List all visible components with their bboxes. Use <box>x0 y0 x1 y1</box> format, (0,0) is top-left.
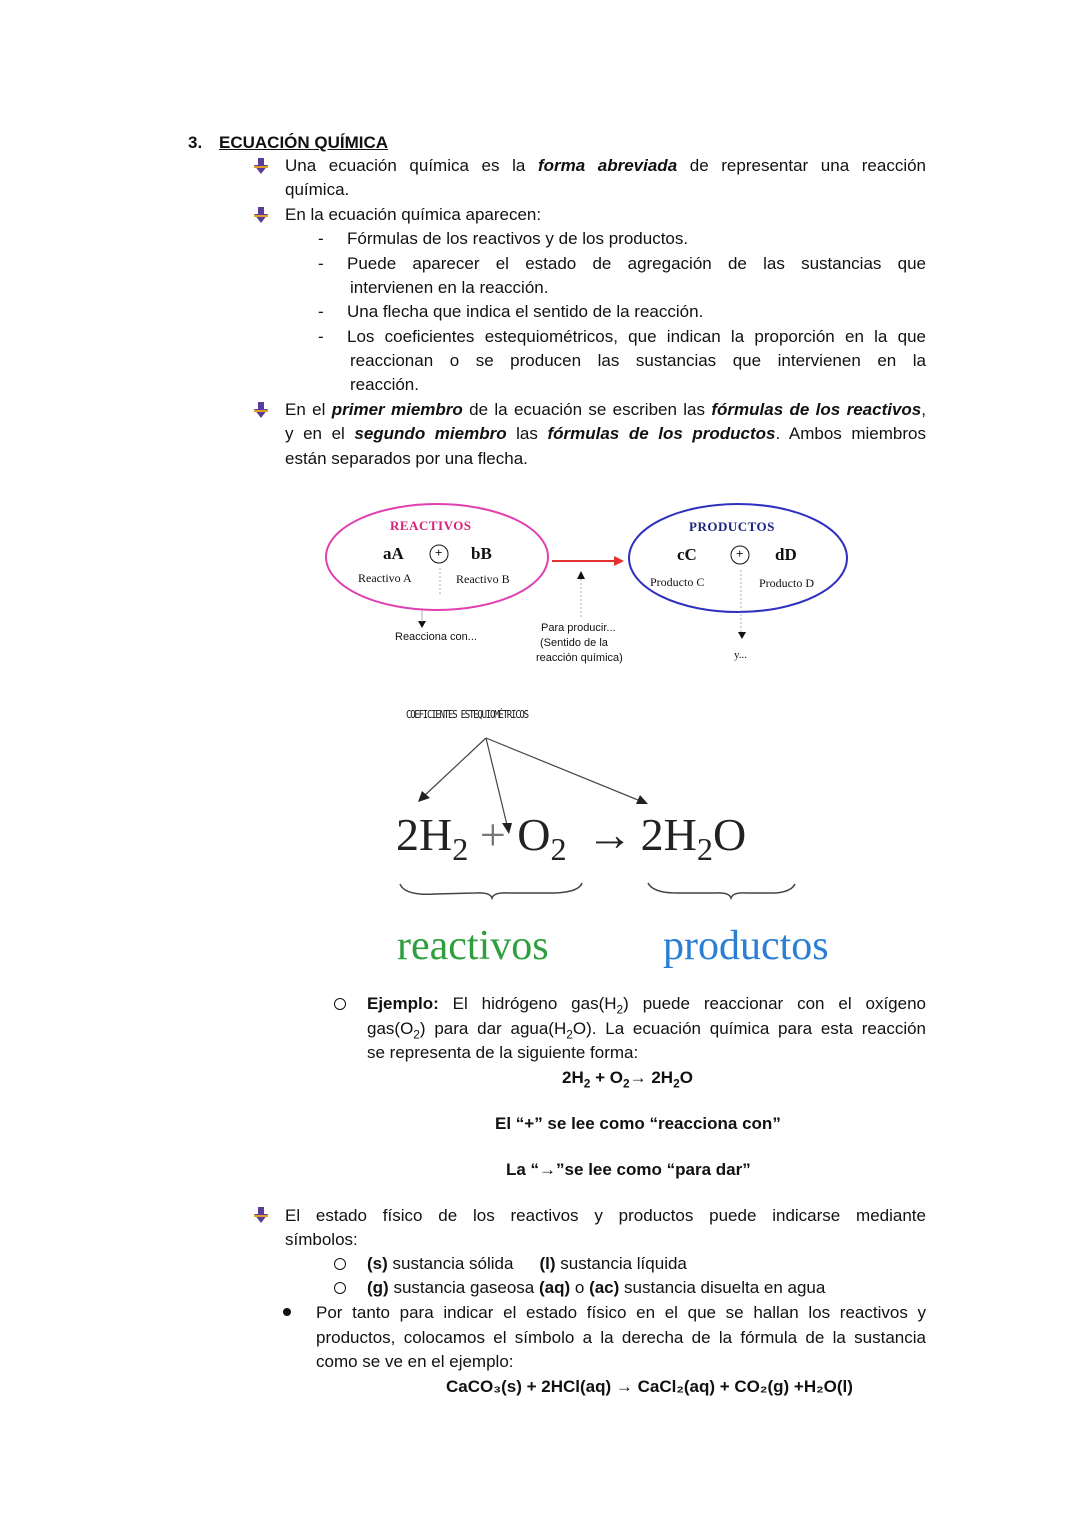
dash: - <box>318 327 324 346</box>
arrow-bullet-icon <box>252 156 270 176</box>
dash: - <box>318 254 324 273</box>
brace-reactivos <box>400 883 582 898</box>
p3-line1: En el primer miembro de la ecuación se escriben las fórmulas de los reactivos, <box>285 400 926 419</box>
brace-lines <box>395 878 805 908</box>
estado-symbols-2: (g) sustancia gaseosa (aq) o (ac) sustancia disuelta en agua <box>367 1278 826 1297</box>
p2-item: reacción. <box>350 375 419 394</box>
red-arrow-head <box>614 556 624 566</box>
arrow-reads: La “→”se lee como “para dar” <box>506 1160 751 1179</box>
section-number: 3. <box>188 133 203 152</box>
plus-reads: El “+” se lee como “reacciona con” <box>495 1114 781 1133</box>
coef-arrow <box>486 738 638 800</box>
p3-line3: están separados por una flecha. <box>285 449 528 468</box>
ejemplo-line3: se representa de la siguiente forma: <box>367 1043 639 1062</box>
term-dD: dD <box>775 545 797 564</box>
label-producto-c: Producto C <box>650 575 705 589</box>
estado-p3: como se ve en el ejemplo: <box>316 1352 514 1371</box>
reactivos-title: REACTIVOS <box>390 518 472 533</box>
p2-item: intervienen en la reacción. <box>350 278 549 297</box>
p1-line2: química. <box>285 180 350 199</box>
p3-line2: y en el segundo miembro las fórmulas de los productos. Ambos miembros <box>285 424 926 443</box>
circle-bullet-icon <box>334 998 346 1010</box>
estado-line2: símbolos: <box>285 1230 358 1249</box>
p1-line1: Una ecuación química es la forma abreviada de representar una reacción <box>285 156 927 175</box>
circle-bullet-icon <box>334 1258 346 1270</box>
arrow-bullet-icon <box>252 400 270 420</box>
brace-productos <box>648 883 795 898</box>
p2-item: Los coeficientes estequiométricos, que indican la proporción en la que <box>347 327 926 346</box>
term-aA: aA <box>383 544 404 563</box>
down-arrow-head <box>738 632 746 639</box>
productos-title: PRODUCTOS <box>689 519 775 534</box>
coef-arrow <box>424 738 486 796</box>
term-bB: bB <box>471 544 492 563</box>
plus-sign: + <box>736 546 744 561</box>
up-arrow-head <box>577 571 585 579</box>
section-title: ECUACIÓN QUÍMICA <box>219 133 389 152</box>
ejemplo-equation: $2H_2 + O_2\to 2H_2O$ <box>562 1068 693 1091</box>
ejemplo-line2: $gas(O_2)$ para dar $agua(H_2O)$. La ecuación química para esta reacción <box>367 1019 926 1042</box>
down-arrow-head <box>418 621 426 628</box>
circle-bullet-icon <box>334 1282 346 1294</box>
para-producir: Para producir... (Sentido de la reacción química) <box>536 622 623 664</box>
y-label: y... <box>734 649 748 661</box>
p2-item: Fórmulas de los reactivos y de los productos. <box>347 229 689 248</box>
label-producto-d: Producto D <box>759 576 814 590</box>
estado-p2: productos, colocamos el símbolo a la derecha de la fórmula de la sustancia <box>316 1328 926 1347</box>
term-cC: cC <box>677 545 697 564</box>
estado-p1: Por tanto para indicar el estado físico en el que se hallan los reactivos y <box>316 1303 926 1322</box>
productos-word: productos <box>663 923 829 969</box>
p2-intro: En la ecuación química aparecen: <box>285 205 542 224</box>
dot-bullet-icon <box>283 1308 291 1316</box>
big-equation: $2H_2 + O_2 \to 2H_2O$ <box>396 809 747 868</box>
p2-item: Puede aparecer el estado de agregación de las sustancias que <box>347 254 926 273</box>
p2-item: Una flecha que indica el sentido de la reacción. <box>347 302 704 321</box>
label-reactivo-b: Reactivo B <box>456 572 510 586</box>
dash: - <box>318 302 324 321</box>
p2-item: reaccionan o se producen las sustancias que intervienen en la <box>350 351 926 370</box>
reacciona-con: Reacciona con... <box>395 631 477 643</box>
reactivos-word: reactivos <box>397 923 549 969</box>
dash: - <box>318 229 324 248</box>
label-reactivo-a: Reactivo A <box>358 571 412 585</box>
arrow-bullet-icon <box>252 1205 270 1225</box>
estado-line1: El estado físico de los reactivos y productos puede indicarse mediante <box>285 1206 926 1225</box>
plus-sign: + <box>435 545 443 560</box>
arrow-bullet-icon <box>252 205 270 225</box>
estado-equation: CaCO₃(s) + 2HCl(aq) → CaCl₂(aq) + CO₂(g) +H₂O(l) <box>446 1377 853 1396</box>
estado-symbols-1: (s) sustancia sólida (l) sustancia líquida <box>367 1254 687 1273</box>
ejemplo-line1: Ejemplo: El hidrógeno $gas(H_2)$ puede reaccionar con el oxígeno <box>367 994 926 1017</box>
coef-label: COEFICIENTES ESTEQUIOMÉTRICOS <box>406 708 528 721</box>
